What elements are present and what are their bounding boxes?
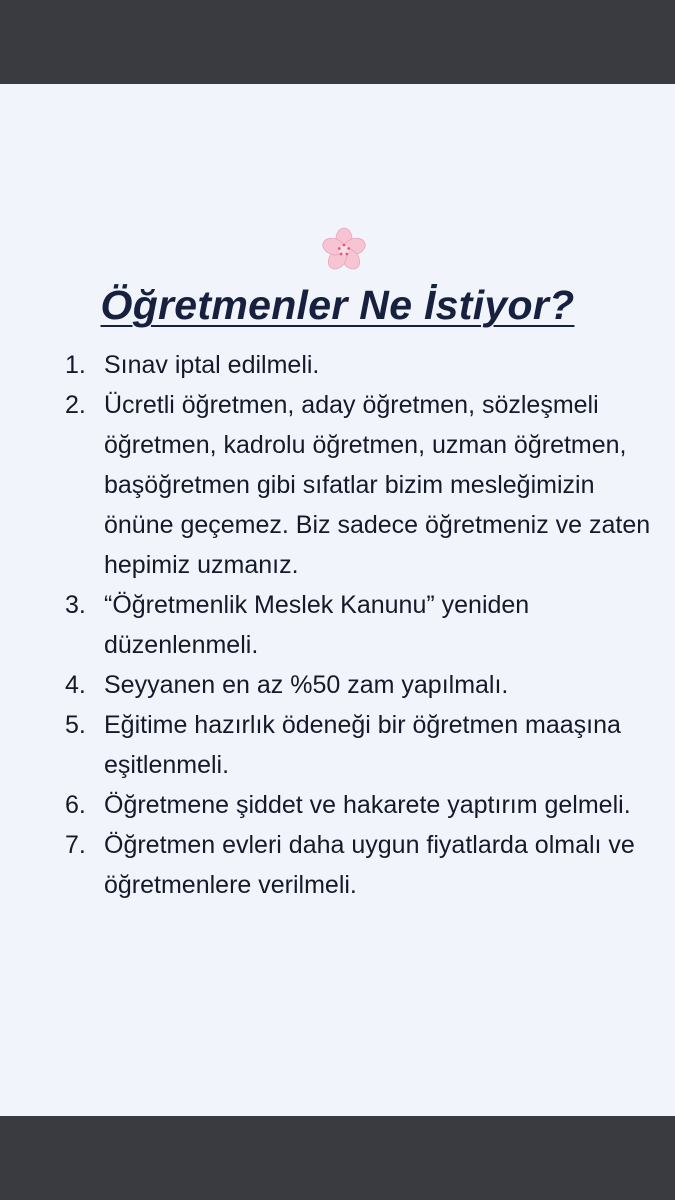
item-number: 1. xyxy=(65,351,86,379)
item-number: 6. xyxy=(65,791,86,819)
demands-list xyxy=(62,345,652,905)
item-text: “Öğretmenlik Meslek Kanunu” yeniden düzenlenmeli. xyxy=(104,591,530,659)
item-number: 5. xyxy=(65,711,86,739)
list-item xyxy=(62,785,652,825)
list-item xyxy=(62,705,652,785)
list-item xyxy=(62,825,652,905)
list-item xyxy=(62,385,652,585)
item-text: Eğitime hazırlık ödeneği bir öğretmen maaşına eşitlenmeli. xyxy=(104,711,621,779)
item-text: Öğretmen evleri daha uygun fiyatlarda olmalı ve öğretmenlere verilmeli. xyxy=(104,831,635,899)
item-text: Öğretmene şiddet ve hakarete yaptırım gelmeli. xyxy=(104,791,631,819)
list-item xyxy=(62,345,652,385)
item-number: 4. xyxy=(65,671,86,699)
title-text: Öğretmenler Ne İstiyor? xyxy=(100,282,575,328)
item-text: Ücretli öğretmen, aday öğretmen, sözleşmeli öğretmen, kadrolu öğretmen, uzman öğretmen, başöğretmen gibi sıfatlar bizim mesleğimizin önüne geçemez. Biz sadece öğretmeniz ve zaten hepimiz uzmanız. xyxy=(104,391,651,579)
item-number: 7. xyxy=(65,831,86,859)
item-text: Sınav iptal edilmeli. xyxy=(104,351,320,379)
page-title xyxy=(0,282,675,329)
item-number: 2. xyxy=(65,391,86,419)
top-bar xyxy=(0,0,675,84)
item-text: Seyyanen en az %50 zam yapılmalı. xyxy=(104,671,509,699)
bottom-bar xyxy=(0,1116,675,1200)
list-item xyxy=(62,665,652,705)
cherry-blossom-icon xyxy=(321,227,367,273)
item-number: 3. xyxy=(65,591,86,619)
list-item xyxy=(62,585,652,665)
